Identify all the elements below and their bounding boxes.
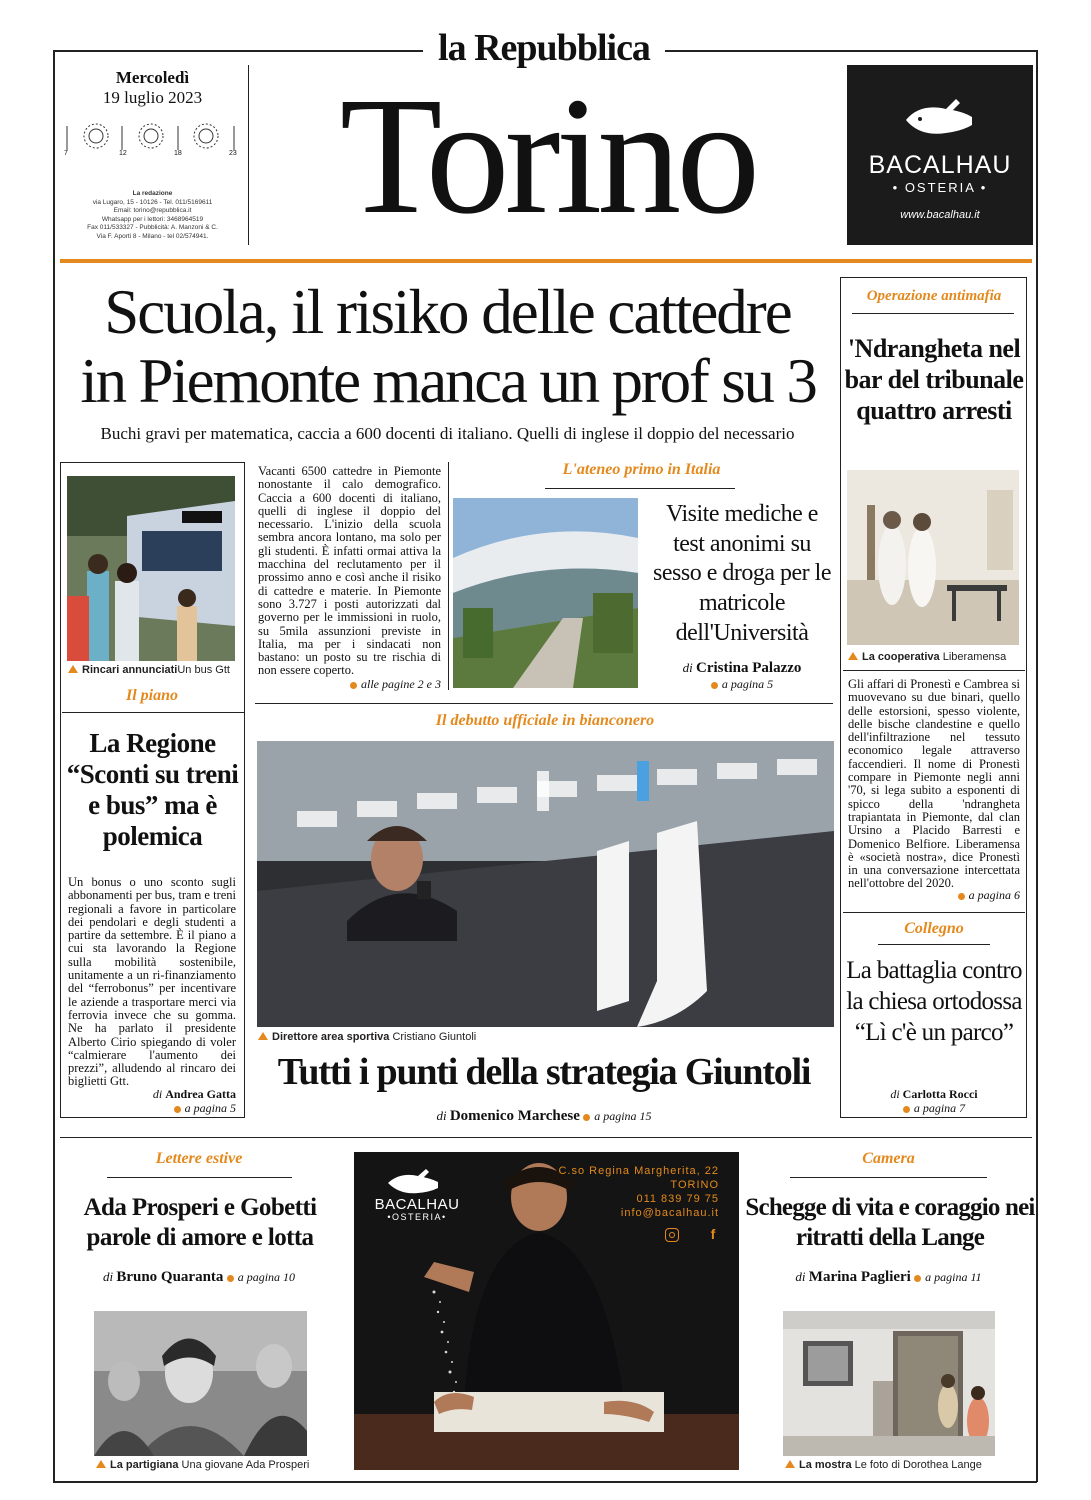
ad-top[interactable] [847, 65, 1033, 245]
caption-triangle-icon [848, 652, 858, 660]
date-full: 19 luglio 2023 [102, 88, 203, 107]
ad-top-url[interactable]: www.bacalhau.it [900, 209, 980, 221]
ad-bottom-email[interactable]: info@bacalhau.it [620, 1207, 719, 1219]
ateneo-photo [453, 498, 638, 688]
bus-caption-text: Un bus Gtt [177, 664, 230, 676]
lead-headline-2[interactable]: in Piemonte manca un prof su 3 [80, 346, 816, 416]
juve-caption [258, 1031, 818, 1043]
bus-caption-bold: Rincari annunciati [82, 664, 178, 676]
ad-bottom-address: C.so Regina Margherita, 22 [558, 1165, 719, 1177]
edition-title: Torino [339, 63, 756, 249]
camera-caption [785, 1459, 1025, 1471]
antimafia-body: Gli affari di Pronestì e Cambrea si muovevano su due binari, quello delle estorsioni, spesso violente, delle bische clandestine e quello dell'infiltrazione nel tessuto economico legale attraverso faccendieri. Il nome di Pronestì compare in Piemonte negli anni '70, si lega subito a esponenti di spicco della 'ndrangheta trapiantata in Piemonte, dal clan Ursino a Placido Barresti e Domenico Belfiore. Liberamensa è «società nostra», dice Pronestì in una conversazione intercettata nell'ottobre del 2020. [848, 677, 1020, 891]
date-day: Mercoledì [115, 68, 190, 87]
lead-subhead: Buchi gravi per matematica, caccia a 600 docenti di italiano. Quelli di inglese il doppio del necessario [100, 424, 795, 443]
campus-image [453, 498, 638, 688]
redazione-line: via Lugaro, 15 - 10126 - Tel. 011/5169611 [92, 198, 213, 206]
lead-ref[interactable] [258, 677, 441, 692]
antimafia-ref-text: a pagina 6 [968, 888, 1020, 902]
camera-headline[interactable]: Schegge di vita e coraggio nei ritratti della Lange [745, 1194, 1035, 1251]
weather-time-3: 18 [174, 150, 182, 157]
ad-bottom-sub: •OSTERIA• [387, 1212, 447, 1222]
ref-dot-icon [958, 893, 965, 900]
collegno-ref[interactable] [843, 1101, 1025, 1116]
weather-icons [64, 120, 240, 160]
weather-time-4: 23 [229, 150, 237, 157]
caption-triangle-icon [258, 1032, 268, 1040]
camera-kicker: Camera [862, 1150, 915, 1167]
antimafia-headline[interactable]: 'Ndrangheta nel bar del tribunale quattro arresti [844, 334, 1024, 425]
weather-strip [64, 120, 240, 160]
ad-bottom-brand: BACALHAU [374, 1196, 460, 1213]
caption-triangle-icon [68, 665, 78, 673]
ad-top-sub-text: OSTERIA [904, 180, 976, 195]
bus-stop-image [67, 476, 235, 661]
ref-dot-icon [350, 682, 357, 689]
ref-dot-icon [903, 1106, 910, 1113]
fish-logo-icon [900, 95, 980, 145]
ateneo-headline[interactable]: Visite mediche e test anonimi su sesso e droga per le matricole dell'Università [653, 501, 831, 646]
collegno-kicker: Collegno [904, 920, 964, 937]
camera-by: di [795, 1269, 806, 1284]
ateneo-by: di [682, 660, 693, 675]
masthead-divider [60, 259, 1032, 263]
antimafia-ref[interactable] [848, 888, 1020, 903]
bus-ref[interactable] [68, 1101, 236, 1116]
lead-headline-1[interactable]: Scuola, il risiko delle cattedre [104, 277, 791, 347]
lettere-author[interactable]: Bruno Quaranta [116, 1269, 224, 1285]
partisan-image [94, 1311, 307, 1456]
ad-top-sub: • OSTERIA • [892, 180, 988, 195]
juve-caption-text: Cristiano Giuntoli [392, 1031, 477, 1043]
lettere-photo [94, 1311, 307, 1456]
lettere-caption-bold: La partigiana [110, 1459, 179, 1471]
ateneo-author[interactable]: Cristina Palazzo [695, 660, 802, 676]
weather-time-1: 7 [64, 150, 68, 157]
redazione-line: Whatsapp per i lettori: 3468964519 [101, 215, 204, 223]
instagram-icon[interactable] [665, 1228, 679, 1242]
camera-ref-text: a pagina 11 [925, 1270, 982, 1284]
collegno-by: di [890, 1087, 900, 1101]
lettere-caption [96, 1459, 336, 1471]
camera-caption-text: Le foto di Dorothea Lange [854, 1459, 982, 1471]
bus-author[interactable]: Andrea Gatta [165, 1087, 236, 1101]
bus-by: di [152, 1087, 163, 1101]
lead-body: Vacanti 6500 cattedre in Piemonte nonostante il calo demografico. Caccia a 600 docenti di italiano, quelli di inglese il doppio del necessario. L'inizio della scuola sembra ancora lontano, ma solo per gli studenti. È infatti ormai attiva la macchina del reclutamento per il prossimo anno e così anche il risiko di cattedre e materie. In Piemonte sono 3.727 i posti autorizzati dal governo per le immissioni in ruolo, su 5mila assunzioni previste in Italia, ma per i sindacati non bastano: un posto su tre rischia di non essere coperto. [258, 464, 441, 678]
juve-ref[interactable] [583, 1109, 651, 1123]
lettere-kicker: Lettere estive [155, 1150, 243, 1167]
bus-byline [68, 1087, 236, 1102]
masthead-brand[interactable]: la Repubblica [438, 27, 650, 69]
facebook-icon[interactable]: f [710, 1226, 716, 1242]
bar-interior-image [847, 470, 1019, 645]
ref-dot-icon [174, 1106, 181, 1113]
caption-triangle-icon [96, 1460, 106, 1468]
weather-time-2: 12 [119, 150, 127, 157]
antimafia-caption-text: Liberamensa [942, 651, 1007, 663]
bus-caption [68, 664, 243, 676]
juve-caption-bold: Direttore area sportiva [272, 1031, 390, 1043]
lettere-ref[interactable] [227, 1270, 295, 1284]
camera-caption-bold: La mostra [799, 1459, 852, 1471]
juve-ref-text: a pagina 15 [594, 1109, 652, 1123]
ad-bottom-phone[interactable]: 011 839 79 75 [636, 1193, 719, 1205]
collegno-author[interactable]: Carlotta Rocci [902, 1087, 978, 1101]
ateneo-byline [652, 660, 832, 677]
ad-bottom[interactable] [354, 1152, 739, 1470]
caption-triangle-icon [785, 1460, 795, 1468]
ref-dot-icon [914, 1275, 921, 1282]
antimafia-kicker: Operazione antimafia [866, 288, 1002, 304]
juve-photo [257, 741, 834, 1027]
lead-ref-text: alle pagine 2 e 3 [361, 677, 441, 691]
collegno-byline [843, 1087, 1025, 1102]
bus-headline[interactable]: La Regione “Sconti su treni e bus” ma è polemica [66, 728, 239, 851]
ref-dot-icon [227, 1275, 234, 1282]
ref-dot-icon [583, 1114, 590, 1121]
lettere-by: di [102, 1269, 114, 1284]
bus-ref-text: a pagina 5 [184, 1101, 236, 1115]
camera-photo [783, 1311, 995, 1456]
ad-bottom-city: TORINO [670, 1179, 719, 1191]
juve-byline [255, 1108, 833, 1125]
ad-bottom-contacts [554, 1164, 719, 1220]
lettere-ref-text: a pagina 10 [237, 1270, 296, 1284]
bus-kicker: Il piano [125, 687, 178, 704]
antimafia-caption [848, 651, 1028, 663]
redazione-email[interactable]: Email: torino@repubblica.it [113, 207, 192, 215]
ateneo-ref-text: a pagina 5 [721, 677, 774, 691]
redazione-title: La redazione [132, 190, 173, 197]
camera-byline [745, 1269, 1032, 1286]
bus-photo [67, 476, 235, 661]
press-conference-image [257, 741, 834, 1027]
antimafia-caption-bold: La cooperativa [862, 651, 940, 663]
fish-logo-icon [378, 1168, 448, 1198]
ref-dot-icon [711, 682, 718, 689]
lettere-byline [60, 1269, 338, 1286]
lettere-headline[interactable]: Ada Prosperi e Gobetti parole di amore e lotta [83, 1194, 317, 1251]
camera-ref[interactable] [914, 1270, 981, 1284]
ad-top-brand: BACALHAU [868, 151, 1012, 179]
redazione-box [60, 190, 245, 242]
redazione-line: Via F. Aporti 8 - Milano - tel 02/574941. [96, 232, 209, 240]
juve-by: di [436, 1108, 447, 1123]
juve-headline[interactable]: Tutti i punti della strategia Giuntoli [277, 1051, 811, 1093]
ateneo-kicker: L'ateneo primo in Italia [562, 461, 721, 478]
collegno-headline[interactable]: La battaglia contro la chiesa ortodossa “Lì c'è un parco” [846, 957, 1022, 1046]
redazione-line: Fax 011/533327 - Pubblicità: A. Manzoni & C. [87, 224, 218, 232]
bus-body: Un bonus o uno sconto sugli abbonamenti per bus, tram e treni regionali a favore in particolare dei pendolari e degli studenti a partire da settembre. È il piano a cui sta lavorando la Regione sulla mobilità sostenibile, unitamente a un ri-finanziamento del “ferrobonus” per incentivare le aziende a trasportare merci via ferrovia invece che su gomma. Ne ha parlato il presidente Alberto Cirio spiegando di voler “calmierare l'aumento dei prezzi”, alludendo al rincaro dei biglietti Gtt. [68, 875, 236, 1089]
juve-author[interactable]: Domenico Marchese [449, 1108, 580, 1124]
collegno-ref-text: a pagina 7 [913, 1101, 966, 1115]
camera-author[interactable]: Marina Paglieri [808, 1269, 911, 1285]
juve-kicker: Il debutto ufficiale in bianconero [435, 712, 655, 729]
ad-bottom-sub-text: OSTERIA [391, 1212, 442, 1222]
lettere-caption-text: Una giovane Ada Prosperi [181, 1459, 310, 1471]
ateneo-ref[interactable] [652, 677, 832, 692]
exhibition-image [783, 1311, 995, 1456]
antimafia-photo [847, 470, 1019, 645]
